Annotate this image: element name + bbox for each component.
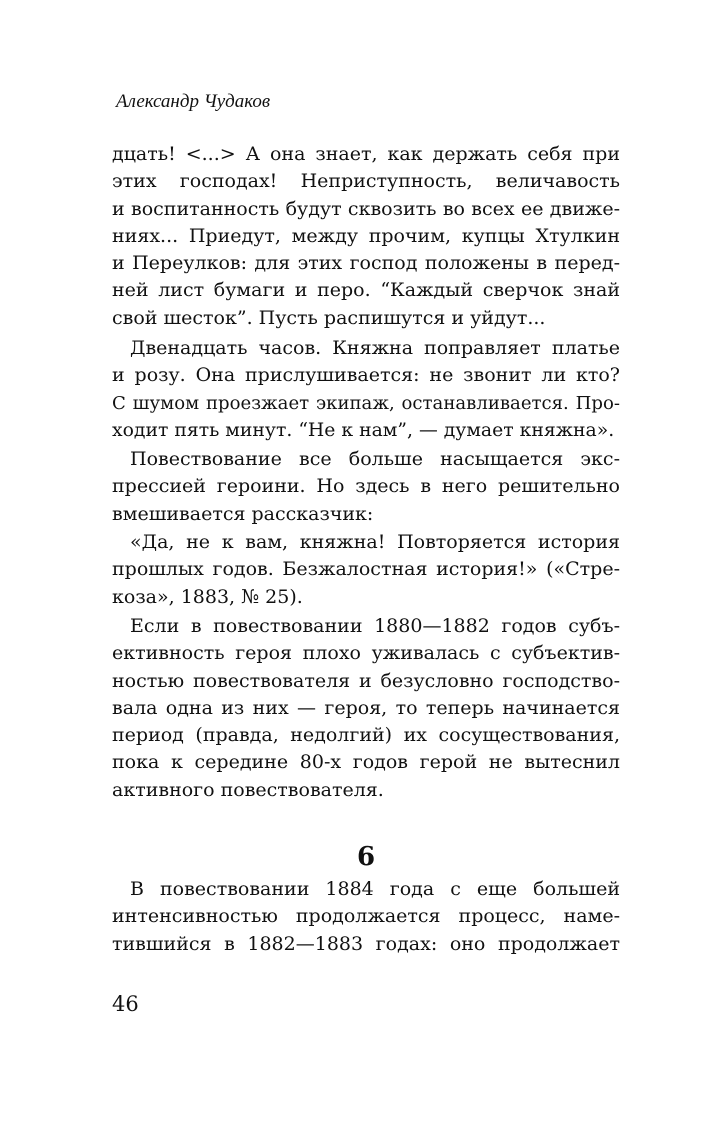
text-line: вмешивается рассказчик: xyxy=(112,502,374,525)
text-line: свой шесток”. Пусть распишутся и уйдут... xyxy=(112,306,546,329)
text-line: коза», 1883, № 25). xyxy=(112,585,303,608)
text-line: и воспитанность будут сквозить во всех ее движе- xyxy=(112,197,620,220)
text-line: интенсивностью продолжается процесс, наме- xyxy=(112,905,620,928)
text-line: прессией героини. Но здесь в него решительно xyxy=(112,475,620,498)
text-line: «Да, не к вам, княжна! Повторяется история xyxy=(130,531,620,553)
paragraph-quotation xyxy=(112,529,620,611)
text-line: тившийся в 1882—1883 годах: оно продолжает xyxy=(112,932,620,955)
book-page xyxy=(112,0,620,1122)
text-line: С шумом проезжает экипаж, останавливается. Про- xyxy=(112,392,620,414)
paragraph-narration xyxy=(112,446,620,528)
paragraph-twelve-oclock xyxy=(112,335,620,444)
text-line: ней лист бумаги и перо. “Каждый сверчок знай xyxy=(112,279,620,302)
text-line: период (правда, недолгий) их сосуществования, xyxy=(112,724,620,747)
page-number: 46 xyxy=(112,992,139,1016)
paragraph-section-6 xyxy=(112,876,620,958)
text-line: ективность героя плохо уживалась с субъектив- xyxy=(112,642,620,665)
text-line: Если в повествовании 1880—1882 годов субъ- xyxy=(130,615,620,637)
text-line: Двенадцать часов. Княжна поправляет платье xyxy=(130,337,620,359)
text-line: ходит пять минут. “Не к нам”, — думает княжна». xyxy=(112,419,615,441)
text-line: ниях... Приедут, между прочим, купцы Хтулкин xyxy=(112,224,620,247)
text-line: В повествовании 1884 года с еще большей xyxy=(130,878,620,900)
text-line: Повествование все больше насыщается экс- xyxy=(130,448,620,470)
text-line: вала одна из них — героя, то теперь начинается xyxy=(112,696,620,719)
text-line: дцать! <...> А она знает, как держать себя при xyxy=(112,143,620,165)
text-line: этих господах! Неприступность, величавость xyxy=(112,170,620,193)
text-line: и Переулков: для этих господ положены в перед- xyxy=(112,252,620,275)
text-line: ностью повествователя и безусловно господство- xyxy=(112,669,620,692)
text-line: пока к середине 80-х годов герой не вытеснил xyxy=(112,751,620,774)
text-line: прошлых годов. Безжалостная история!» («Стре- xyxy=(112,558,620,581)
text-line: и розу. Она прислушивается: не звонит ли кто? xyxy=(112,364,620,387)
paragraph-subjectivity xyxy=(112,613,620,804)
paragraph-continuation xyxy=(112,141,620,332)
text-line: активного повествователя. xyxy=(112,778,384,801)
section-number: 6 xyxy=(356,842,376,872)
running-head-author: Александр Чудаков xyxy=(116,91,271,112)
